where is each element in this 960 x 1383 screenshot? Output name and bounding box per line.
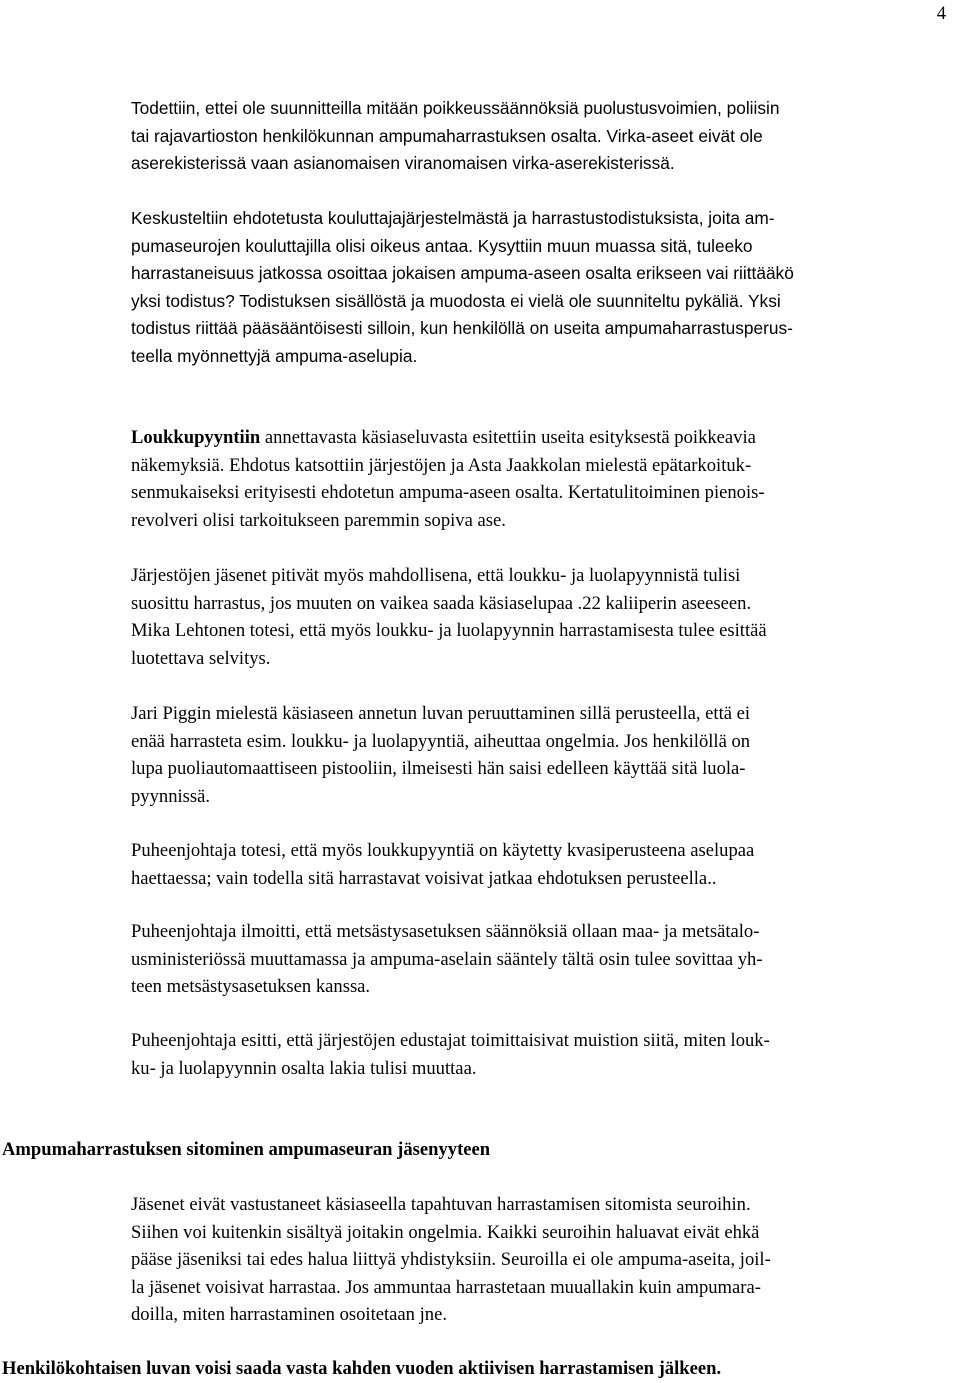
paragraph-2 — [131, 205, 957, 370]
paragraph-line: yksi todistus? Todistuksen sisällöstä ja muodosta ei vielä ole suunniteltu pykäliä. Yksi — [131, 290, 781, 311]
page-number: 4 — [936, 3, 946, 24]
paragraph-line — [131, 424, 957, 452]
paragraph-line: teen metsästysasetuksen kanssa. — [131, 976, 371, 997]
paragraph-line: Jari Piggin mielestä käsiaseen annetun luvan peruuttaminen sillä perusteella, että ei — [131, 703, 751, 724]
line-rest: annettavasta käsiaseluvasta esitettiin useita esityksestä poikkeavia — [260, 427, 756, 448]
paragraph-line: doilla, miten harrastaminen osoitetaan jne. — [131, 1304, 447, 1325]
paragraph-line: haettaessa; vain todella sitä harrastavat voisivat jatkaa ehdotuksen perusteella.. — [131, 867, 717, 889]
paragraph-line: teella myönnettyjä ampuma-aselupia. — [131, 345, 418, 366]
paragraph-line: Keskusteltiin ehdotetusta kouluttajajärjestelmästä ja harrastustodistuksista, joita am- — [131, 208, 775, 228]
paragraph-line: aserekisterissä vaan asianomaisen viranomaisen virka-aserekisterissä. — [131, 153, 675, 173]
paragraph-line: Puheenjohtaja esitti, että järjestöjen edustajat toimittaisivat muistion siitä, miten louk- — [131, 1030, 770, 1051]
paragraph-line: usministeriössä muuttamassa ja ampuma-aselain sääntely tältä osin tulee sovittaa yh- — [131, 948, 763, 970]
paragraph-line: Puheenjohtaja totesi, että myös loukkupyyntiä on käytetty kvasiperusteena aselupaa — [131, 840, 755, 861]
paragraph-5 — [131, 700, 957, 810]
paragraph-line: pumaseurojen kouluttajilla olisi oikeus antaa. Kysyttiin muun muassa sitä, tuleeko — [131, 235, 753, 256]
section-heading: Ampumaharrastuksen sitominen ampumaseuran jäsenyyteen — [2, 1139, 491, 1160]
paragraph-line: luotettava selvitys. — [131, 647, 271, 669]
paragraph-line: tai rajavartioston henkilökunnan ampumaharrastuksen osalta. Virka-aseet eivät ole — [131, 125, 763, 146]
paragraph-line: pyynnissä. — [131, 785, 211, 807]
paragraph-line: ku- ja luolapyynnin osalta lakia tulisi muuttaa. — [131, 1057, 477, 1079]
paragraph-3 — [131, 424, 957, 534]
paragraph-line: lupa puoliautomaattiseen pistooliin, ilmeisesti hän saisi edelleen käyttää sitä luola- — [131, 758, 746, 779]
paragraph-line: enää harrasteta esim. loukku- ja luolapyyntiä, aiheuttaa ongelmia. Jos henkilöllä on — [131, 730, 751, 752]
paragraph-line: Puheenjohtaja ilmoitti, että metsästysasetuksen säännöksiä ollaan maa- ja metsätalo- — [131, 921, 760, 942]
paragraph-line: näkemyksiä. Ehdotus katsottiin järjestöjen ja Asta Jaakkolan mielestä epätarkoituk- — [131, 454, 752, 476]
paragraph-1 — [131, 95, 957, 178]
paragraph-line: todistus riittää pääsääntöisesti silloin, kun henkilöllä on useita ampumaharrastusperus- — [131, 318, 793, 338]
paragraph-line: senmukaiseksi erityisesti ehdotetun ampuma-aseen osalta. Kertatulitoiminen pienois- — [131, 482, 765, 503]
paragraph-line: pääse jäseniksi tai edes halua liittyä yhdistyksiin. Seuroilla ei ole ampuma-aseita, joil- — [131, 1249, 771, 1270]
paragraph-8 — [131, 1027, 957, 1082]
paragraph-line: Mika Lehtonen totesi, että myös loukku- ja luolapyynnin harrastamisesta tulee esittää — [131, 620, 767, 641]
section-paragraph — [131, 1191, 957, 1329]
final-statement: Henkilökohtaisen luvan voisi saada vasta kahden vuoden aktiivisen harrastamisen jälkeen. — [2, 1358, 722, 1379]
paragraph-line: suosittu harrastus, jos muuten on vaikea saada käsiaselupaa .22 kaliiperin aseeseen. — [131, 592, 752, 614]
paragraph-line: harrastaneisuus jatkossa osoittaa jokaisen ampuma-aseen osalta erikseen vai riittääkö — [131, 263, 794, 283]
paragraph-line: la jäsenet voisivat harrastaa. Jos ammuntaa harrastetaan muuallakin kuin ampumara- — [131, 1276, 761, 1298]
bold-lead: Loukkupyyntiin — [131, 427, 261, 448]
paragraph-line: revolveri olisi tarkoitukseen paremmin sopiva ase. — [131, 509, 506, 531]
paragraph-line: Siihen voi kuitenkin sisältyä joitakin ongelmia. Kaikki seuroihin haluavat eivät ehkä — [131, 1221, 760, 1243]
paragraph-line: Jäsenet eivät vastustaneet käsiaseella tapahtuvan harrastamisen sitomista seuroihin. — [131, 1194, 751, 1215]
paragraph-line: Todettiin, ettei ole suunnitteilla mitään poikkeussäännöksiä puolustusvoimien, poliisin — [131, 98, 780, 118]
paragraph-7 — [131, 918, 957, 1001]
paragraph-6 — [131, 837, 957, 892]
paragraph-line: Järjestöjen jäsenet pitivät myös mahdollisena, että loukku- ja luolapyynnistä tulisi — [131, 565, 741, 586]
paragraph-4 — [131, 562, 957, 672]
